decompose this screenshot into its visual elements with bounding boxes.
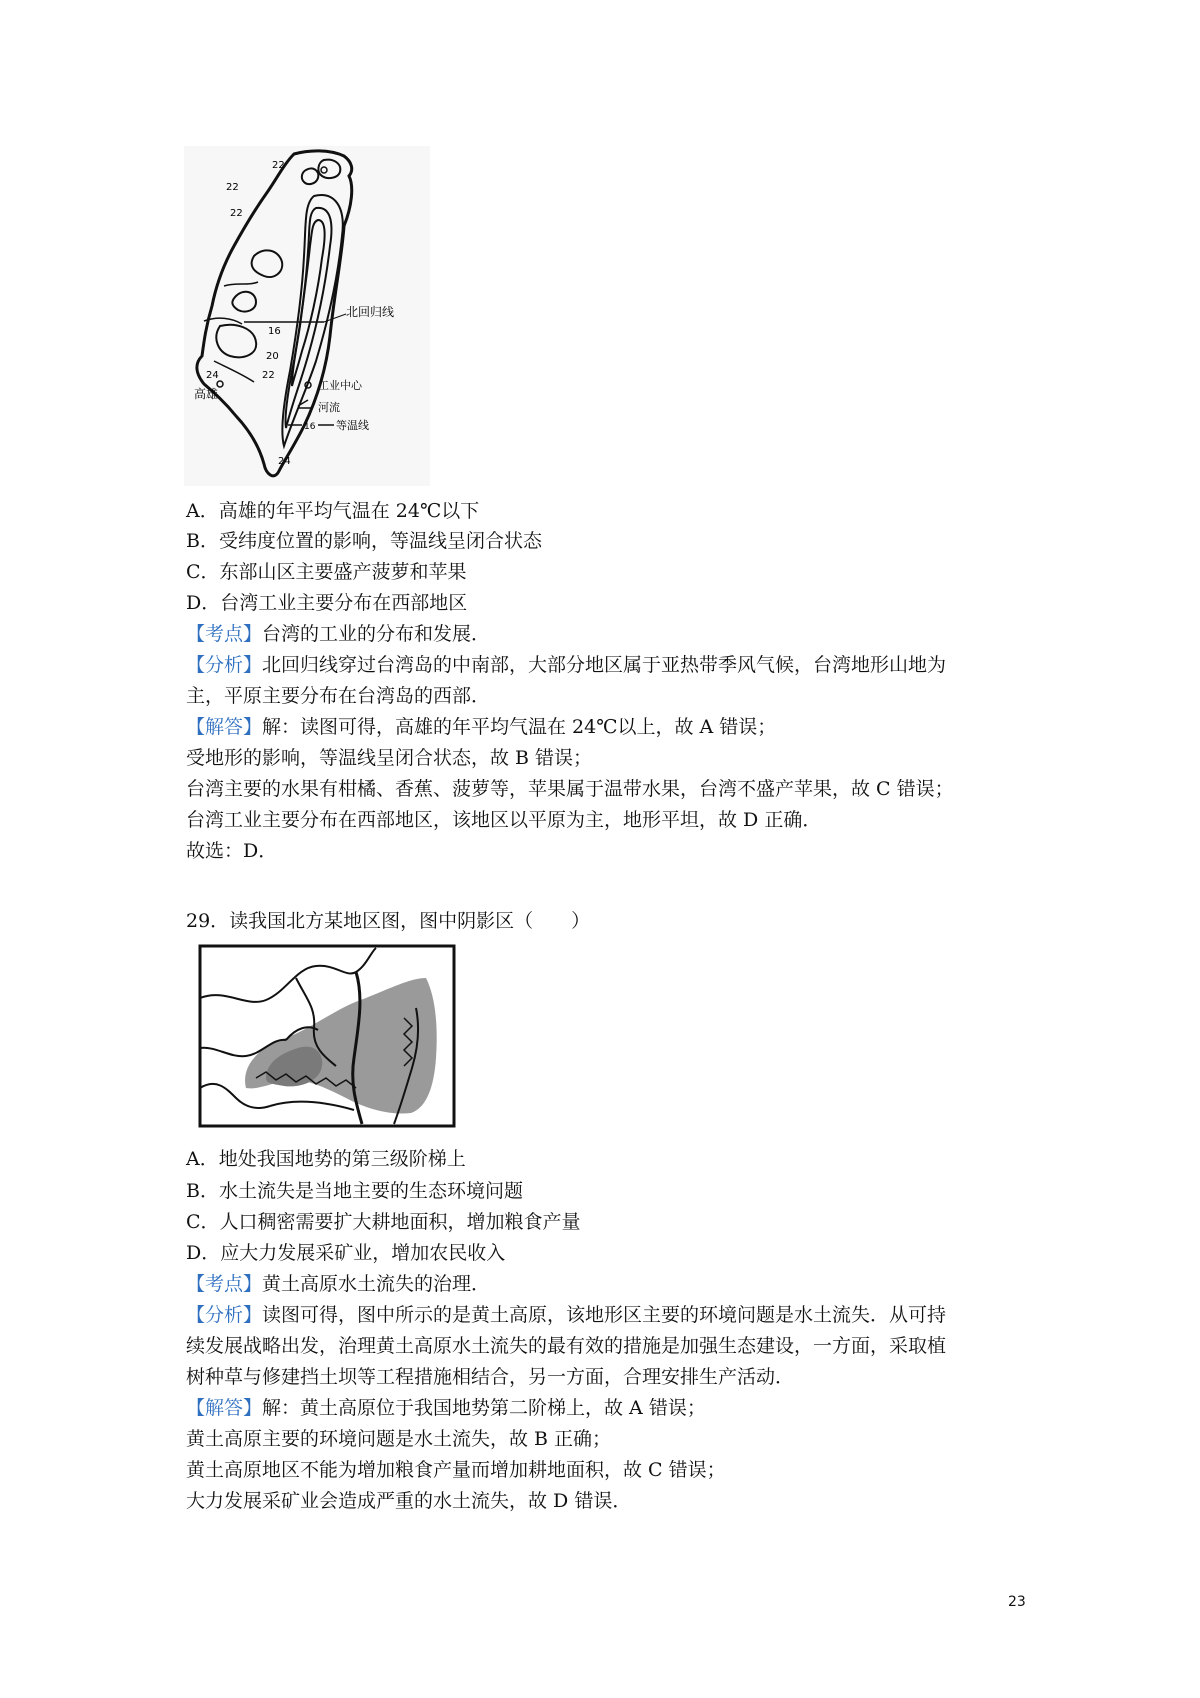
jieda-tag: 【解答】 (186, 716, 263, 738)
q28-jieda-line2: 受地形的影响，等温线呈闭合状态，故 B 错误； (186, 747, 593, 769)
loess-plateau-map (186, 938, 466, 1138)
isotherm-label: 22 (226, 182, 239, 193)
fenxi-text: 读图可得，图中所示的是黄土高原，该地形区主要的环境问题是水土流失．从可持 (262, 1304, 947, 1326)
q28-option-b: B．受纬度位置的影响，等温线呈闭合状态 (186, 530, 542, 552)
isotherm-label: 16 (268, 326, 281, 337)
q29-jieda-line3: 黄土高原地区不能为增加粮食产量而增加耕地面积，故 C 错误； (186, 1459, 726, 1481)
isotherm-label: 24 (206, 370, 219, 381)
q29-fenxi-line2: 续发展战略出发，治理黄土高原水土流失的最有效的措施是加强生态建设，一方面，采取植 (186, 1335, 947, 1357)
q28-fenxi-line2: 主，平原主要分布在台湾岛的西部． (186, 685, 491, 707)
q28-fenxi (186, 650, 946, 680)
fenxi-tag: 【分析】 (186, 1304, 263, 1326)
q29-option-a: A．地处我国地势的第三级阶梯上 (186, 1148, 466, 1170)
kaodian-text: 黄土高原水土流失的治理． (262, 1273, 491, 1295)
q29-fenxi-line3: 树种草与修建挡土坝等工程措施相结合，另一方面，合理安排生产活动． (186, 1366, 795, 1388)
q28-jieda-line3: 台湾主要的水果有柑橘、香蕉、菠萝等，苹果属于温带水果，台湾不盛产苹果，故 C 错误； (186, 778, 954, 800)
city-label: 高雄 (194, 387, 219, 401)
q29-option-b: B．水土流失是当地主要的生态环境问题 (186, 1180, 523, 1202)
isotherm-label: 20 (266, 351, 279, 362)
jieda-text: 解：读图可得，高雄的年平均气温在 24℃以上，故 A 错误； (262, 716, 777, 738)
kaodian-text: 台湾的工业的分布和发展． (262, 623, 491, 645)
q28-kaodian (186, 619, 490, 649)
fenxi-tag: 【分析】 (186, 654, 263, 676)
q29-fenxi (186, 1300, 946, 1330)
kaodian-tag: 【考点】 (186, 1273, 263, 1295)
taiwan-isotherm-map (184, 146, 430, 486)
page-number: 23 (1008, 1594, 1026, 1610)
kaodian-tag: 【考点】 (186, 623, 263, 645)
q28-option-d: D．台湾工业主要分布在西部地区 (186, 592, 468, 614)
q29-kaodian (186, 1269, 490, 1299)
q28-answer: 故选：D． (186, 840, 278, 862)
q29-jieda-line2: 黄土高原主要的环境问题是水土流失，故 B 正确； (186, 1428, 612, 1450)
isotherm-label: 22 (230, 208, 243, 219)
isotherm-label: 24 (278, 456, 291, 467)
q28-jieda (186, 712, 776, 742)
isotherm-label: 22 (272, 160, 285, 171)
q29-jieda (186, 1393, 706, 1423)
q29-question: 29．读我国北方某地区图，图中阴影区（ ） (186, 910, 591, 932)
legend-industry-label: 工业中心 (318, 379, 362, 392)
tropic-label: 北回归线 (346, 305, 395, 319)
legend-isotherm-value: 16 (304, 422, 316, 432)
jieda-tag: 【解答】 (186, 1397, 263, 1419)
legend-river-label: 河流 (318, 401, 340, 414)
q29-option-d: D．应大力发展采矿业，增加农民收入 (186, 1242, 506, 1264)
q29-jieda-line4: 大力发展采矿业会造成严重的水土流失，故 D 错误． (186, 1490, 632, 1512)
jieda-text: 解：黄土高原位于我国地势第二阶梯上，故 A 错误； (262, 1397, 706, 1419)
isotherm-label: 22 (262, 370, 275, 381)
q28-option-c: C．东部山区主要盛产菠萝和苹果 (186, 561, 467, 583)
legend-isotherm-label: 等温线 (336, 419, 369, 432)
q28-jieda-line4: 台湾工业主要分布在西部地区，该地区以平原为主，地形平坦，故 D 正确． (186, 809, 822, 831)
q28-option-a: A．高雄的年平均气温在 24℃以下 (186, 500, 480, 522)
fenxi-text: 北回归线穿过台湾岛的中南部，大部分地区属于亚热带季风气候，台湾地形山地为 (262, 654, 947, 676)
q29-option-c: C．人口稠密需要扩大耕地面积，增加粮食产量 (186, 1211, 581, 1233)
